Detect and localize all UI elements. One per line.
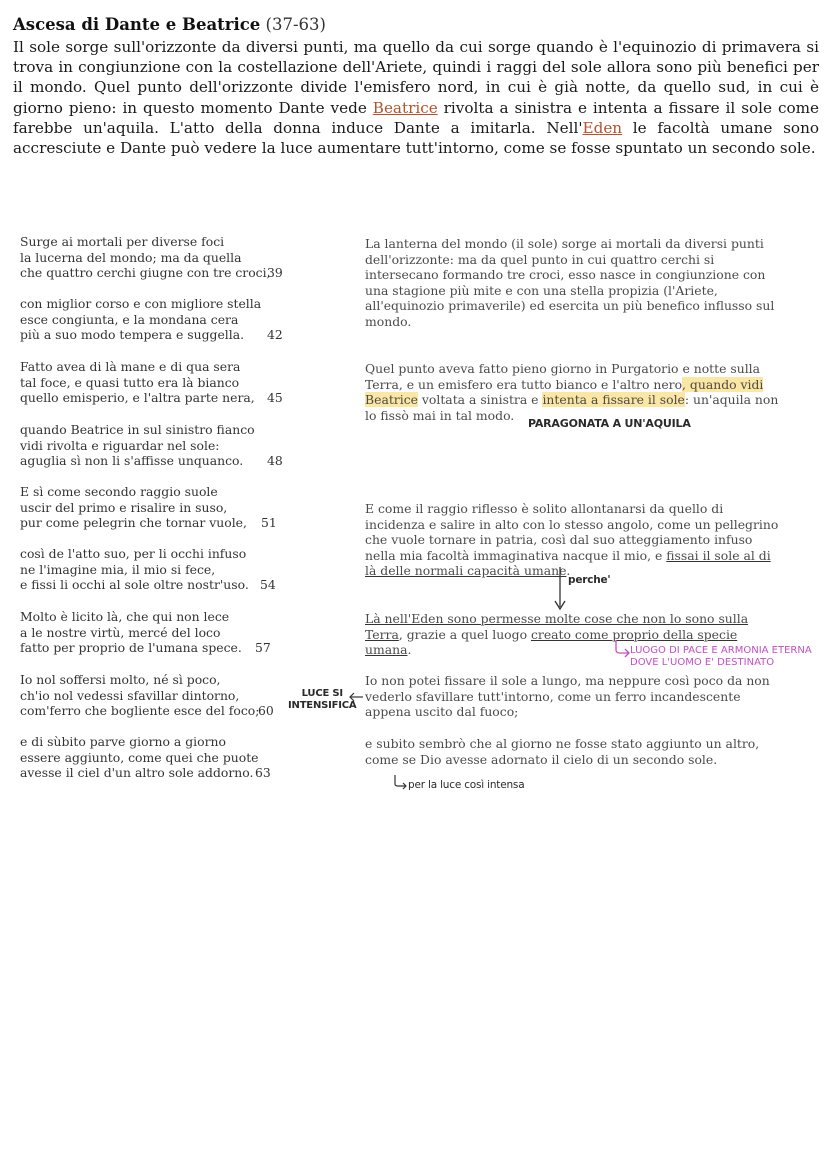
verse-number: 42 — [267, 327, 283, 342]
stanza-5 — [20, 484, 260, 531]
verse-line: fatto per proprio de l'umana spece. — [20, 640, 242, 656]
title-text: Ascesa di Dante e Beatrice — [13, 15, 261, 34]
verse-number: 48 — [267, 453, 283, 468]
verse-line: tal foce, e quasi tutto era là bianco — [20, 374, 240, 390]
page-title — [13, 14, 326, 36]
paraphrase-text: , grazie a quel luogo — [398, 626, 531, 642]
verse-line: avesse il ciel d'un altro sole addorno. — [20, 765, 254, 781]
underline-eden: Là nell'Eden sono permesse molte cose che non lo sono sulla Terra — [365, 611, 749, 642]
title-range: (37-63) — [265, 15, 326, 34]
note-paragonata: PARAGONATA A UN'AQUILA — [528, 417, 691, 430]
stanza-6 — [20, 546, 260, 593]
arrow-left-icon — [348, 692, 364, 702]
verse-line: Io nol soffersi molto, né sì poco, — [20, 672, 221, 687]
verse-line: uscir del primo e risalire in suso, — [20, 499, 228, 515]
pink-hook-arrow-icon — [612, 638, 632, 658]
note-luogo-line-2: DOVE L'UOMO E' DESTINATO — [630, 657, 775, 668]
verse-line: esce congiunta, e la mondana cera — [20, 311, 239, 327]
stanza-8 — [20, 672, 260, 719]
stanza-4 — [20, 422, 260, 469]
verse-line: ne l'imagine mia, il mio si fece, — [20, 561, 216, 577]
intro-part-3: le facoltà umane sono accresciute e Dante può vedere la luce aumentare tutt'intorno, come se fosse spuntato un secondo sole. — [13, 118, 819, 158]
note-luce-line-1: LUCE SI — [301, 688, 343, 699]
paraphrase-text: . — [566, 563, 571, 579]
verse-number: 57 — [255, 640, 271, 655]
verse-number: 54 — [260, 577, 276, 592]
paraphrase-text: : un'aquila non lo fissò mai in tal modo. — [365, 392, 779, 423]
verse-line: a le nostre virtù, mercé del loco — [20, 624, 221, 640]
note-luce-intensifica — [288, 688, 356, 712]
stanza-3 — [20, 359, 260, 406]
verse-line: e fissi li occhi al sole oltre nostr'uso. — [20, 577, 249, 593]
paraphrase-text: Quel punto aveva fatto pieno giorno in Purgatorio e notte sulla Terra, e un emisfero era tutto bianco e l'altro nero — [365, 361, 761, 392]
stanza-1 — [20, 234, 271, 281]
underline-specie-umana: creato come proprio della specie umana — [365, 626, 738, 658]
verse-number: 63 — [255, 765, 271, 780]
verse-line: essere aggiunto, come quei che puote — [20, 749, 259, 765]
stanza-9 — [20, 734, 260, 781]
verse-line: pur come pelegrin che tornar vuole, — [20, 515, 247, 531]
stanza-7 — [20, 609, 260, 656]
intro-paragraph — [13, 37, 819, 158]
highlight-beatrice: , quando vidi Beatrice — [365, 376, 764, 408]
beatrice-link[interactable]: Beatrice — [372, 98, 438, 117]
verse-line: quando Beatrice in sul sinistro fianco — [20, 422, 255, 437]
verse-line: com'ferro che bogliente esce del foco; — [20, 703, 260, 719]
paraphrase-1: La lanterna del mondo (il sole) sorge ai mortali da diversi punti dell'orizzonte: ma da quel punto in cui quattro cerchi si intersecano formando tre croci, esso nasce in congiunzione con una stagione più mite e con una stella propizia (l'Ariete, all'equinozio primaverile) ed esercita un più benefico influsso sul mondo. — [365, 236, 775, 329]
paraphrase-text: voltata a sinistra e — [417, 392, 543, 408]
verse-line: Surge ai mortali per diverse foci — [20, 234, 225, 249]
stanza-2 — [20, 296, 260, 343]
paraphrase-3 — [365, 501, 785, 579]
verse-line: così de l'atto suo, per li occhi infuso — [20, 546, 247, 561]
verse-line: e di sùbito parve giorno a giorno — [20, 734, 226, 749]
note-luce-line-2: INTENSIFICA — [288, 700, 357, 711]
note-per-la-luce: per la luce così intensa — [408, 779, 525, 791]
eden-link[interactable]: Eden — [582, 118, 623, 137]
verse-line: che quattro cerchi giugne con tre croci, — [20, 265, 271, 281]
verse-line: E sì come secondo raggio suole — [20, 484, 218, 499]
underline-fissai-sole: fissai il sole al di là delle normali capacità umane — [365, 547, 771, 579]
verse-line: Molto è licito là, che qui non lece — [20, 609, 230, 624]
note-luogo-line-1: LUOGO DI PACE E ARMONIA ETERNA — [630, 645, 812, 656]
paraphrase-5: Io non potei fissare il sole a lungo, ma neppure così poco da non vederlo sfavillare tutt'intorno, come un ferro incandescente appena uscito dal fuoco; — [365, 673, 770, 720]
paraphrase-6: e subito sembrò che al giorno ne fosse stato aggiunto un altro, come se Dio avesse adornato il cielo di un secondo sole. — [365, 736, 760, 767]
verse-line: Fatto avea di là mane e di qua sera — [20, 359, 241, 374]
verse-line: aguglia sì non li s'affisse unquanco. — [20, 453, 244, 469]
verse-line: quello emisperio, e l'altra parte nera, — [20, 390, 255, 406]
verse-line: vidi rivolta e riguardar nel sole: — [20, 437, 220, 453]
paraphrase-text: . — [407, 642, 412, 658]
verse-line: la lucerna del mondo; ma da quella — [20, 249, 242, 265]
verse-line: più a suo modo tempera e suggella. — [20, 327, 245, 343]
verse-number: 51 — [261, 515, 277, 530]
verse-number: 45 — [267, 390, 283, 405]
verse-number: 60 — [258, 703, 274, 718]
paraphrase-text: E come il raggio riflesso è solito allontanarsi da quello di incidenza e salire in alto con lo stesso angolo, come un pellegrino che vuole tornare in patria, così dal suo atteggiamento infuso nella mia facoltà immaginativa nacque il mio, e — [365, 501, 779, 563]
note-perche: perche' — [568, 574, 611, 586]
intro-part-1: Il sole sorge sull'orizzonte da diversi punti, ma quello da cui sorge quando è l'equinozio di primavera si trova in congiunzione con la costellazione dell'Ariete, quindi i raggi del sole allora sono più benefici per il mondo. Quel punto dell'orizzonte divide l'emisfero nord, in cui è già notte, da quello sud, in cui è giorno pieno: in questo momento Dante vede — [13, 38, 819, 117]
hook-arrow-icon — [392, 773, 408, 791]
verse-line: con miglior corso e con migliore stella — [20, 296, 262, 311]
paraphrase-2 — [365, 361, 785, 423]
highlight-fissare-sole: intenta a fissare il sole — [542, 392, 685, 408]
intro-part-2: rivolta a sinistra e intenta a fissare il sole come farebbe un'aquila. L'atto della donna induce Dante a imitarla. Nell' — [13, 98, 820, 137]
verse-line: ch'io nol vedessi sfavillar dintorno, — [20, 687, 240, 703]
arrow-down-icon — [552, 563, 571, 613]
verse-number: 39 — [267, 265, 283, 280]
note-luogo-pace — [630, 645, 812, 669]
